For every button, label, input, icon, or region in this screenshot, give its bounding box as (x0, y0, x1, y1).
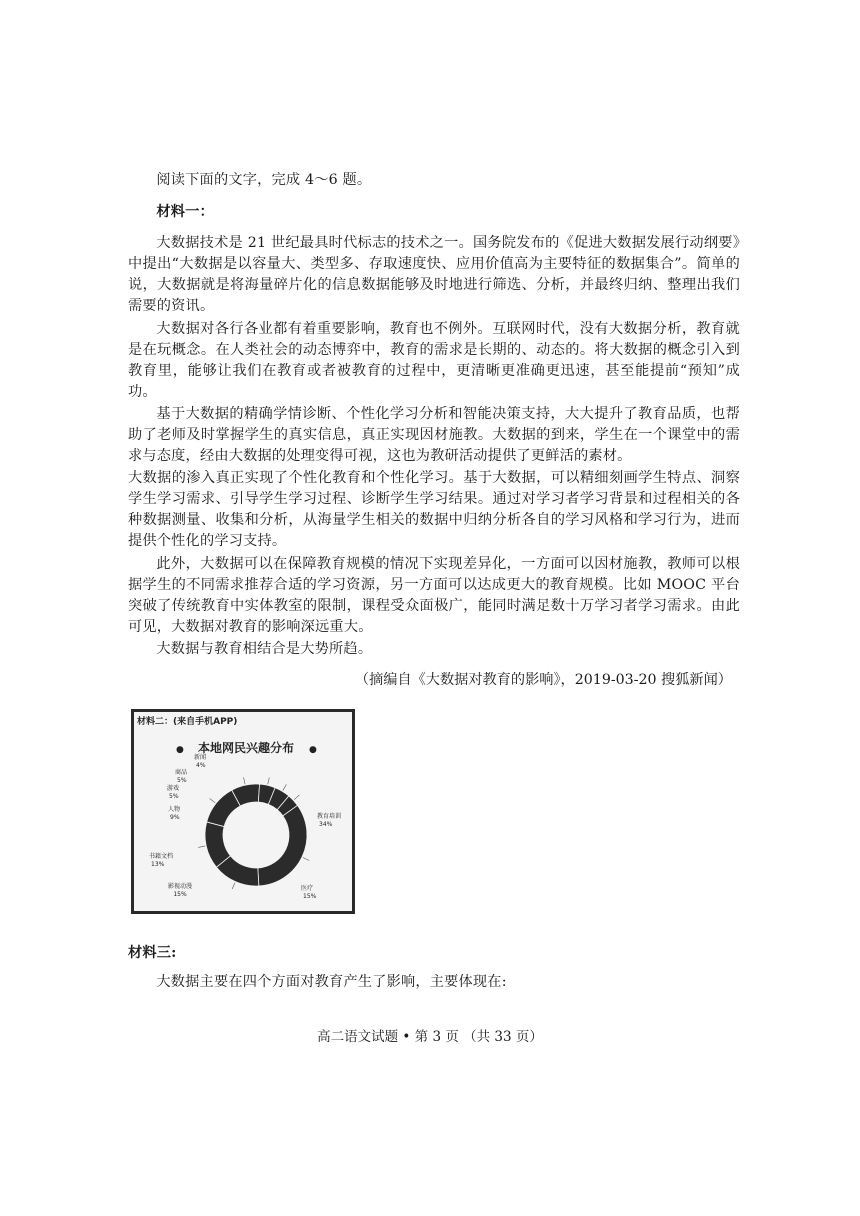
material1-paragraph-2: 大数据对各行各业都有着重要影响，教育也不例外。互联网时代，没有大数据分析，教育就是在玩概念。在人类社会的动态博弈中，教育的需求是长期的、动态的。将大数据的概念引入到教育里，能够让我们在教育或者被教育的过程中，更清晰更准确更迅速，甚至能提前“预知”成功。 (128, 321, 740, 400)
title-bullet-left: ● (176, 745, 184, 755)
material1-paragraph-4: 大数据的渗入真正实现了个性化教育和个性化学习。基于大数据，可以精细刻画学生特点、洞察学生学习需求、引导学生学习过程、诊断学生学习结果。通过对学习者学习背景和过程相关的各种数据测量、收集和分析，从海量学生相关的数据中归纳分析各自的学习风格和学习行为，进而提供个性化的学习支持。 (128, 470, 740, 549)
instruction: 阅读下面的文字，完成 4～6 题。 (156, 172, 372, 188)
leader-line-0 (303, 857, 309, 860)
donut-slice-0 (258, 805, 307, 886)
slice-value-label-0: 34% (319, 821, 333, 828)
material3-paragraph: 大数据主要在四个方面对教育产生了影响，主要体现在: (156, 974, 507, 990)
slice-name-label-4: 人物 (168, 806, 181, 813)
slice-name-label-1: 医疗 (301, 885, 314, 892)
slice-value-label-7: 4% (196, 762, 206, 769)
slice-name-label-0: 教育培训 (317, 813, 342, 820)
leader-line-4 (244, 777, 245, 784)
material1-paragraph-6: 大数据与教育相结合是大势所趋。 (156, 641, 373, 657)
leader-line-5 (268, 778, 270, 785)
slice-value-label-6: 5% (177, 777, 187, 784)
leader-line-7 (294, 795, 299, 800)
slice-name-label-6: 商品 (175, 769, 188, 776)
slice-value-label-4: 9% (170, 814, 180, 821)
source-citation: （摘编自《大数据对教育的影响》，2019-03-20 搜狐新闻） (354, 672, 732, 688)
leader-line-6 (283, 784, 287, 790)
slice-name-label-3: 书籍文档 (149, 853, 174, 860)
slice-value-label-3: 13% (151, 861, 165, 868)
slice-value-label-2: 15% (173, 891, 187, 898)
material2-chart-panel (131, 709, 355, 914)
material1-paragraph-5: 此外，大数据可以在保障教育规模的情况下实现差异化，一方面可以因材施教，教师可以根据学生的不同需求推荐合适的学习资源，另一方面可以达成更大的教育规模。比如 MOOC 平台突破了传统教育中实体教室的限制，课程受众面极广，能同时满足数十万学习者学习需求。由此可见，大数据对教育的影响深远重大。 (128, 556, 740, 635)
material1-paragraph-3: 基于大数据的精确学情诊断、个性化学习分析和智能决策支持，大大提升了教育品质，也帮助了老师及时掌握学生的真实信息，真正实现因材施教。大数据的到来，学生在一个课堂中的需求与态度，经由大数据的处理变得可视，这也为教研活动提供了更鲜活的素材。 (128, 406, 740, 464)
slice-name-label-2: 影视动漫 (167, 883, 193, 890)
donut-chart (134, 712, 352, 911)
slice-name-label-5: 游戏 (167, 785, 180, 792)
slice-value-label-5: 5% (169, 793, 179, 800)
material3-heading: 材料三: (128, 945, 177, 961)
material1-heading: 材料一： (156, 204, 214, 220)
leader-line-2 (198, 846, 205, 847)
material2-label: 材料二：(来自手机APP) (137, 717, 238, 727)
slice-value-label-1: 15% (303, 893, 317, 900)
page-footer: 高二语文试题 • 第 3 页 （共 33 页） (317, 1029, 543, 1045)
leader-line-3 (210, 798, 215, 802)
leader-line-1 (232, 883, 235, 889)
chart-title: 本地网民兴趣分布 (197, 741, 295, 755)
slice-name-label-7: 新闻 (194, 754, 207, 761)
title-bullet-right: ● (309, 745, 317, 755)
material1-paragraph-1: 大数据技术是 21 世纪最具时代标志的技术之一。国务院发布的《促进大数据发展行动纲要》中提出“大数据是以容量大、类型多、存取速度快、应用价值高为主要特征的数据集合”。简单的说，大数据就是将海量碎片化的信息数据能够及时地进行筛选、分析，并最终归纳、整理出我们需要的资讯。 (128, 235, 740, 314)
